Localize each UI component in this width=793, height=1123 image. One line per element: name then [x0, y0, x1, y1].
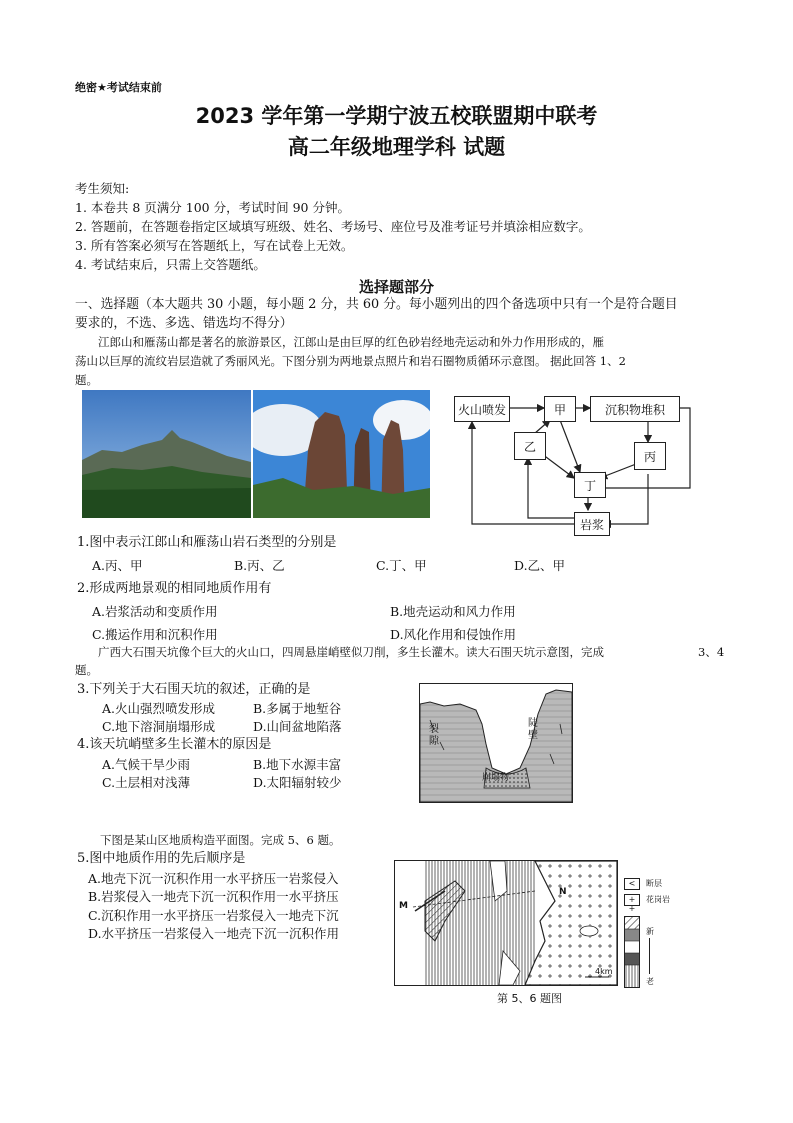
legend-granite-label: 花岗岩 — [646, 895, 670, 904]
label-debris: 崩塌物 — [482, 773, 510, 783]
label-scale: 4km — [595, 967, 613, 976]
q5-option-d: D.水平挤压一岩浆侵入一地壳下沉一沉积作用 — [88, 926, 340, 941]
node-magma: 岩浆 — [574, 512, 610, 536]
geologic-legend — [624, 876, 674, 986]
node-sediment: 沉积物堆积 — [590, 396, 680, 422]
passage1-line3: 题。 — [75, 373, 98, 387]
q2-option-d: D.风化作用和侵蚀作用 — [390, 627, 517, 642]
q3-stem: 3.下列关于大石围天坑的叙述，正确的是 — [77, 682, 311, 697]
q2-option-b: B.地壳运动和风力作用 — [390, 604, 516, 619]
q3-option-a: A.火山强烈喷发形成 — [102, 701, 216, 716]
passage2-tail: 3、4 — [698, 645, 725, 659]
legend-granite-swatch: + + — [624, 894, 640, 906]
passage1-line1: 江郎山和雁荡山都是著名的旅游景区，江郎山是由巨厚的红色砂岩经地壳运动和外力作用形成的，雁 — [98, 335, 604, 349]
passage3-line: 下图是某山区地质构造平面图。完成 5、6 题。 — [100, 833, 341, 847]
photo-yandang — [253, 390, 430, 518]
q5-option-c: C.沉积作用一水平挤压一岩浆侵入一地壳下沉 — [88, 908, 339, 923]
notice-item-1: 1. 本卷共 8 页满分 100 分，考试时间 90 分钟。 — [75, 200, 350, 215]
q2-option-a: A.岩浆活动和变质作用 — [92, 604, 218, 619]
sinkhole-diagram — [419, 683, 573, 803]
exam-subtitle: 高二年级地理学科 试题 — [287, 135, 506, 159]
node-jia: 甲 — [544, 396, 576, 422]
passage1-line2: 荡山以巨厚的流纹岩层造就了秀丽风光。下图分别为两地景点照片和岩石圈物质循环示意图。 据此回答 1、2 — [75, 354, 626, 368]
photo-jianglang — [82, 390, 251, 518]
geologic-map — [394, 860, 618, 986]
legend-old-label: 老 — [646, 977, 654, 986]
legend-fault-label: 断层 — [646, 879, 662, 888]
q4-stem: 4.该天坑峭壁多生长灌木的原因是 — [77, 737, 272, 752]
notice-item-4: 4. 考试结束后，只需上交答题纸。 — [75, 257, 266, 272]
q1-option-d: D.乙、甲 — [514, 558, 566, 573]
q4-option-a: A.气候干旱少雨 — [102, 757, 191, 772]
legend-age-arrow — [649, 938, 650, 974]
label-m: M — [399, 901, 408, 911]
q4-option-c: C.土层相对浅薄 — [102, 775, 191, 790]
q1-option-c: C.丁、甲 — [376, 558, 427, 573]
q5-option-a: A.地壳下沉一沉积作用一水平挤压一岩浆侵入 — [88, 871, 339, 886]
q4-option-d: D.太阳辐射较少 — [253, 775, 342, 790]
section-title: 选择题部分 — [358, 278, 434, 296]
node-ding: 丁 — [574, 472, 606, 498]
notice-item-3: 3. 所有答案必须写在答题纸上，写在试卷上无效。 — [75, 238, 354, 253]
q4-option-b: B.地下水源丰富 — [253, 757, 342, 772]
label-fissure: 裂隙 — [429, 724, 439, 747]
node-yi: 乙 — [514, 432, 546, 460]
exam-title: 2023 学年第一学期宁波五校联盟期中联考 — [195, 104, 598, 128]
label-n: N — [559, 887, 567, 897]
q3-option-c: C.地下溶洞崩塌形成 — [102, 719, 216, 734]
section-intro-2: 要求的，不选、多选、错选均不得分） — [75, 316, 293, 331]
q1-option-a: A.丙、甲 — [92, 558, 143, 573]
q5-option-b: B.岩浆侵入一地壳下沉一沉积作用一水平挤压 — [88, 889, 339, 904]
q3-option-d: D.山间盆地陷落 — [253, 719, 342, 734]
secret-label: 绝密★考试结束前 — [75, 81, 162, 94]
section-intro-1: 一、选择题（本大题共 30 小题，每小题 2 分，共 60 分。每小题列出的四个备选项中只有一个是符合题目 — [75, 297, 678, 312]
passage2-line2: 题。 — [75, 663, 98, 677]
legend-new-label: 新 — [646, 927, 654, 936]
q5-stem: 5.图中地质作用的先后顺序是 — [77, 851, 246, 866]
notice-item-2: 2. 答题前，在答题卷指定区域填写班级、姓名、考场号、座位号及准考证号并填涂相应数字。 — [75, 219, 591, 234]
legend-fault-swatch: < — [624, 878, 640, 890]
node-volcano: 火山喷发 — [454, 396, 510, 422]
geomap-caption: 第 5、6 题图 — [497, 992, 562, 1005]
q1-option-b: B.丙、乙 — [234, 558, 285, 573]
q2-option-c: C.搬运作用和沉积作用 — [92, 627, 218, 642]
rock-cycle-diagram — [450, 392, 700, 536]
q3-option-b: B.多属于地堑谷 — [253, 701, 342, 716]
node-bing: 丙 — [634, 442, 666, 470]
label-cliff: 陡壁 — [528, 718, 538, 741]
q2-stem: 2.形成两地景观的相同地质作用有 — [77, 581, 272, 596]
notice-heading: 考生须知: — [75, 181, 130, 196]
passage2-line1: 广西大石围天坑像个巨大的火山口，四周悬崖峭壁似刀削，多生长灌木。读大石围天坑示意图，完成 — [98, 645, 604, 659]
q1-stem: 1.图中表示江郎山和雁荡山岩石类型的分别是 — [77, 535, 337, 550]
legend-strata-column — [624, 916, 640, 988]
